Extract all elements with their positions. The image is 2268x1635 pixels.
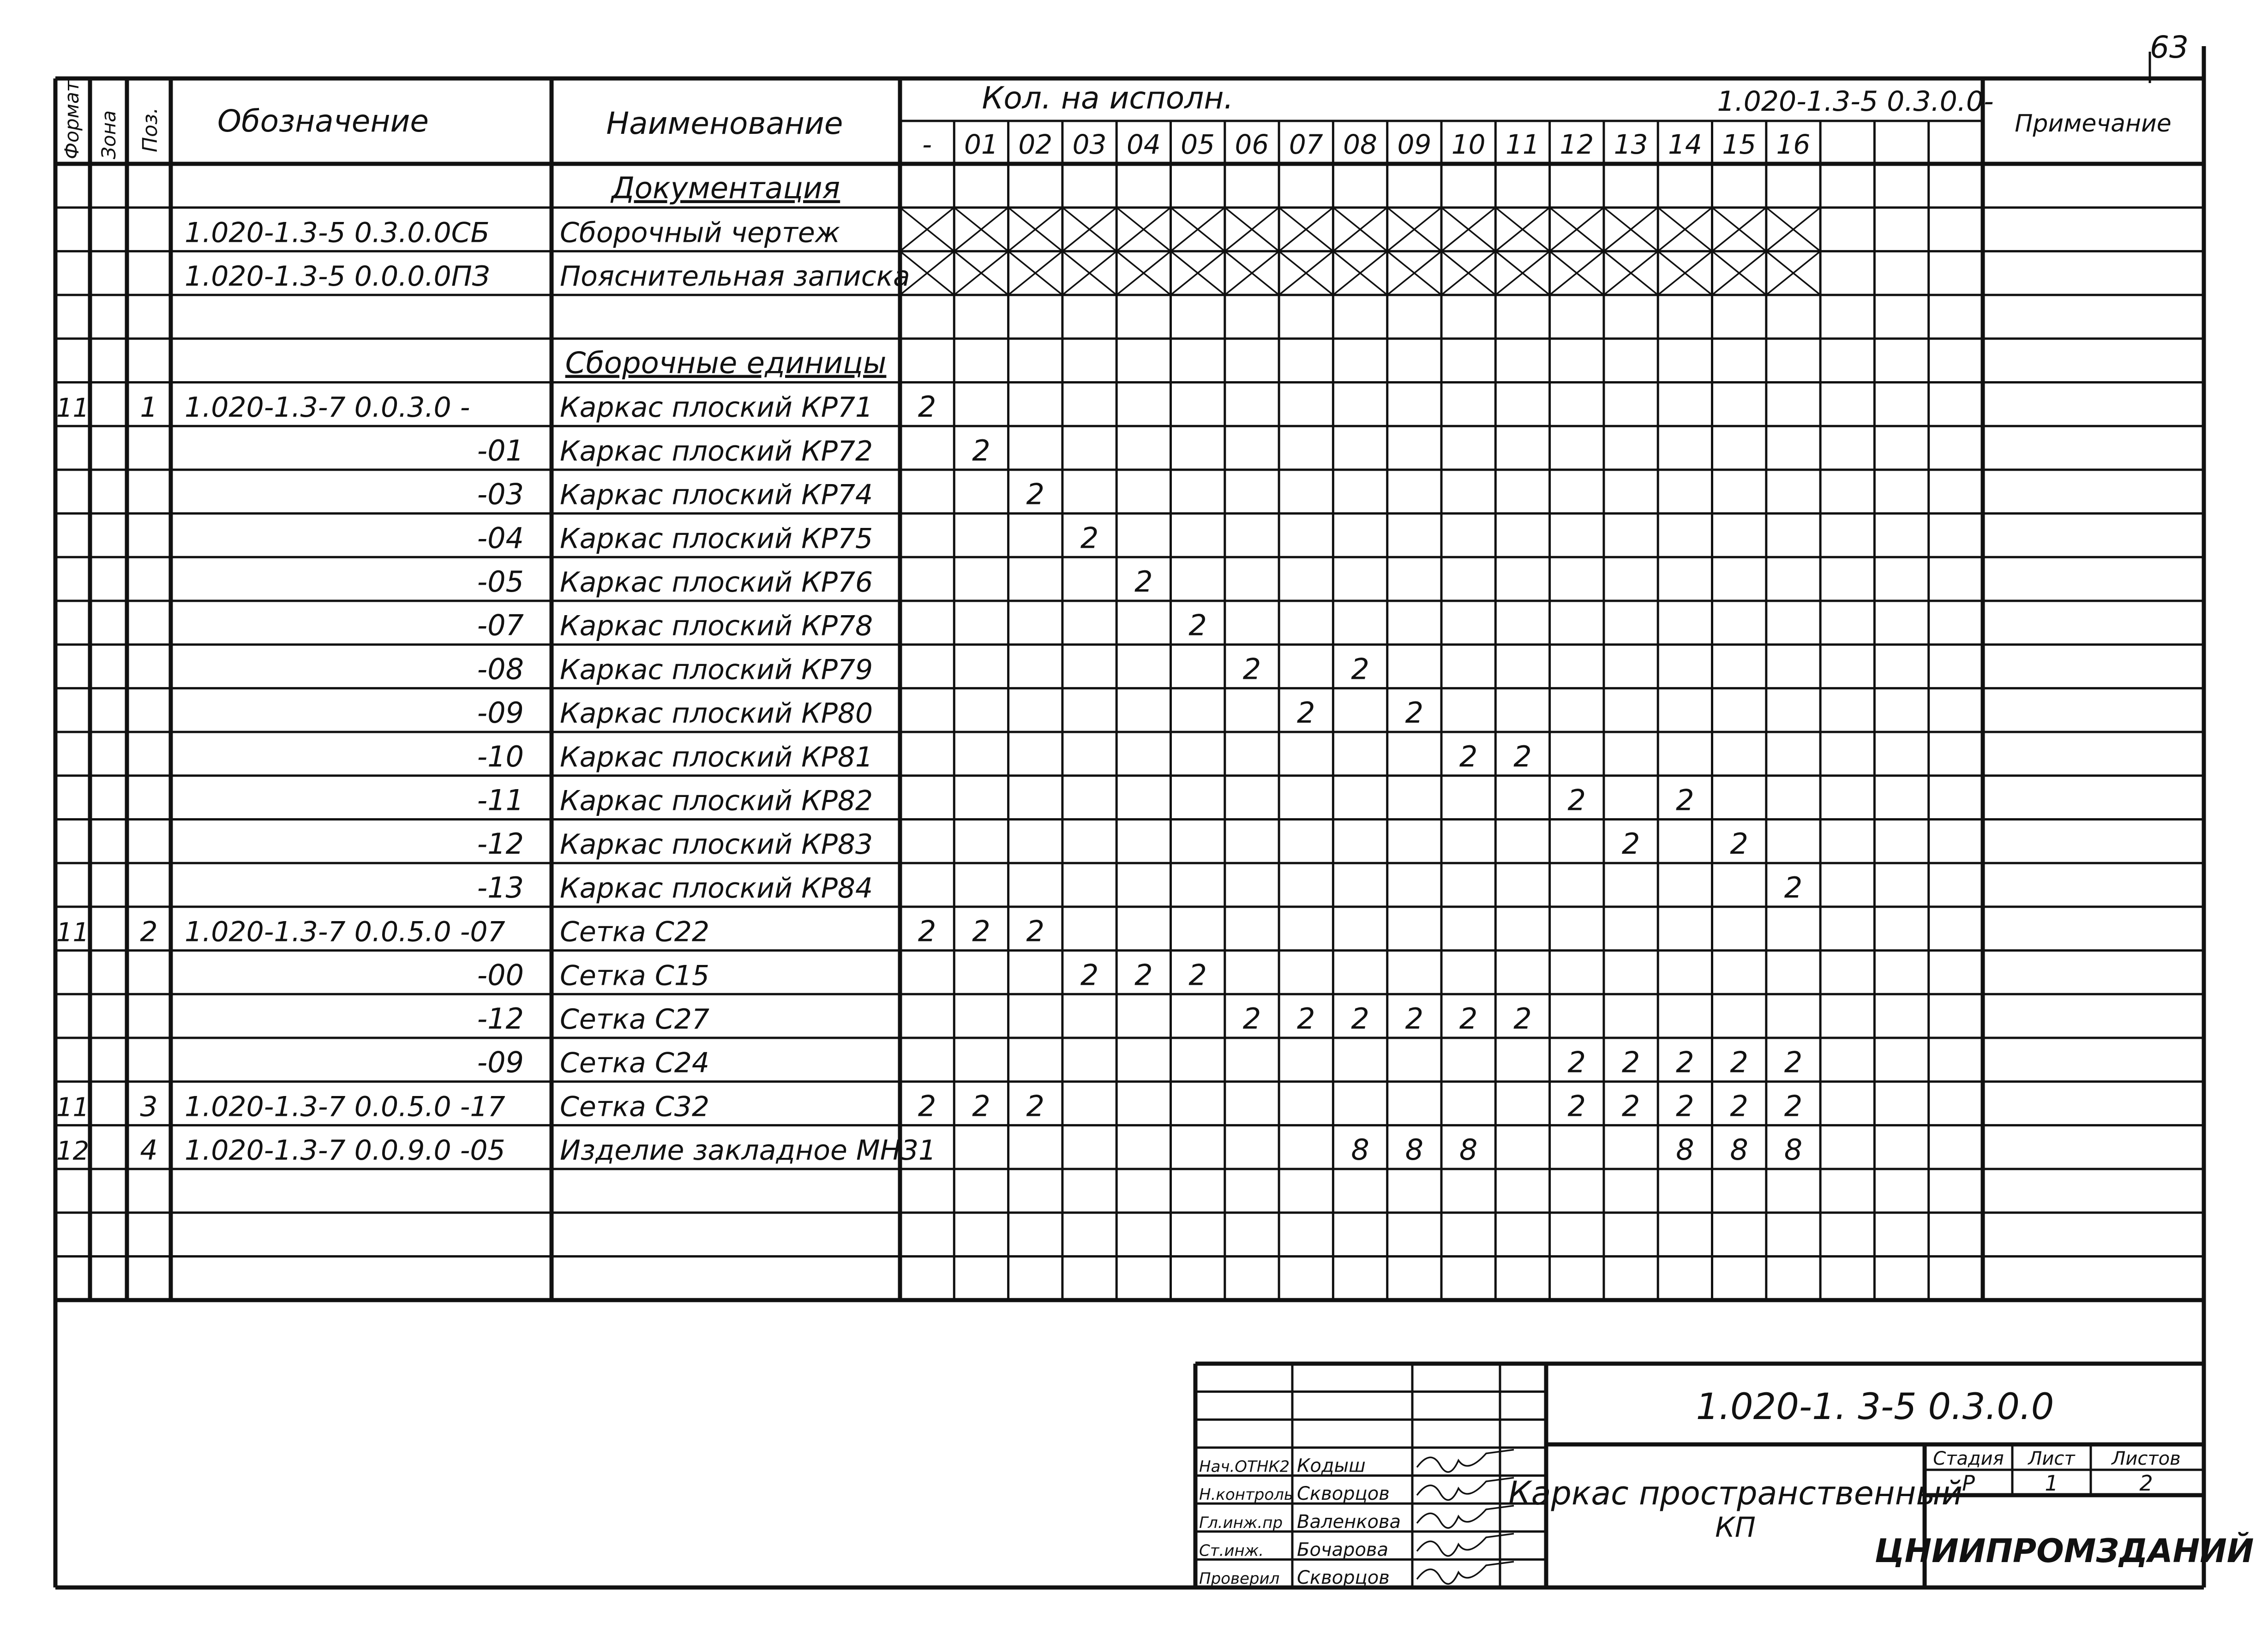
qty-value: 8 — [1730, 1133, 1748, 1167]
designation-cell: -01 — [477, 433, 524, 467]
sheets-label: Листов — [2112, 1448, 2181, 1469]
header-doc-code: 1.020-1.3-5 0.3.0.0- — [1717, 85, 1994, 118]
variant-header-0: - — [922, 129, 932, 160]
qty-value: 2 — [1242, 652, 1261, 686]
name-cell: Каркас плоский КР84 — [560, 872, 873, 904]
designation-cell: -13 — [477, 870, 524, 904]
qty-value: 2 — [1459, 1002, 1478, 1036]
name-cell: Каркас плоский КР78 — [560, 610, 873, 642]
designation-cell: -09 — [477, 696, 524, 730]
variant-header-15: 15 — [1722, 129, 1757, 160]
qty-value: 2 — [1188, 608, 1207, 642]
variant-header-13: 13 — [1614, 129, 1648, 160]
designation-cell: 1.020-1.3-5 0.0.0.0ПЗ — [185, 260, 490, 293]
variant-header-9: 09 — [1397, 129, 1432, 160]
signature-role: Ст.инж. — [1199, 1541, 1264, 1560]
designation-cell: 1.020-1.3-7 0.0.5.0 -07 — [185, 916, 505, 948]
name-cell: Сетка С32 — [560, 1090, 710, 1123]
designation-cell: -07 — [477, 608, 524, 642]
qty-value: 2 — [1026, 914, 1044, 948]
qty-value: 2 — [1567, 783, 1586, 817]
variant-header-3: 03 — [1072, 129, 1107, 160]
designation-cell: 1.020-1.3-7 0.0.9.0 -05 — [185, 1134, 505, 1167]
qty-value: 2 — [1621, 1089, 1640, 1123]
doc-title: Каркас пространственный — [1508, 1474, 1963, 1512]
pos-cell: 1 — [140, 391, 158, 424]
qty-value: 2 — [1242, 1002, 1261, 1036]
qty-value: 2 — [1621, 1045, 1640, 1079]
sheets-value: 2 — [2139, 1471, 2153, 1496]
designation-cell: 1.020-1.3-7 0.0.3.0 - — [185, 391, 470, 424]
qty-value: 2 — [1513, 1002, 1532, 1036]
variant-header-10: 10 — [1451, 129, 1486, 160]
stage-value: Р — [1962, 1471, 1975, 1496]
signature-name: Кодыш — [1297, 1455, 1366, 1477]
name-cell: Каркас плоский КР76 — [560, 566, 873, 599]
designation-cell: 1.020-1.3-5 0.3.0.0СБ — [185, 216, 490, 249]
designation-cell: -00 — [477, 958, 524, 992]
name-cell: Каркас плоский КР71 — [560, 391, 873, 424]
name-cell: Каркас плоский КР83 — [560, 828, 873, 861]
qty-value: 2 — [1080, 521, 1099, 555]
qty-value: 2 — [1676, 783, 1694, 817]
signature-role: Н.контроль — [1199, 1485, 1293, 1504]
qty-value: 2 — [1080, 958, 1099, 992]
qty-value: 2 — [1297, 696, 1315, 730]
format-cell: 11 — [56, 393, 90, 424]
variant-header-14: 14 — [1668, 129, 1702, 160]
qty-value: 2 — [1621, 827, 1640, 861]
sheet-label: Лист — [2028, 1448, 2075, 1469]
signature-role: Проверил — [1199, 1569, 1280, 1588]
designation-cell: -09 — [477, 1045, 524, 1079]
designation-cell: 1.020-1.3-7 0.0.5.0 -17 — [185, 1090, 505, 1123]
name-cell: Пояснительная записка — [560, 260, 910, 293]
qty-value: 2 — [1405, 1002, 1424, 1036]
qty-value: 2 — [1784, 1045, 1803, 1079]
doc-number: 1.020-1. 3-5 0.3.0.0 — [1696, 1386, 2054, 1428]
qty-value: 2 — [1513, 739, 1532, 773]
qty-value: 2 — [1567, 1045, 1586, 1079]
variant-header-5: 05 — [1181, 129, 1215, 160]
section-heading: Сборочные единицы — [565, 346, 887, 381]
header-qty: Кол. на исполн. — [982, 80, 1234, 116]
qty-value: 2 — [1676, 1089, 1694, 1123]
signature-name: Валенкова — [1297, 1511, 1401, 1533]
name-cell: Сборочный чертеж — [560, 216, 840, 249]
header-designation: Обозначение — [217, 103, 429, 139]
qty-value: 8 — [1351, 1133, 1369, 1167]
designation-cell: -11 — [477, 783, 524, 817]
name-cell: Каркас плоский КР81 — [560, 741, 873, 773]
qty-value: 2 — [972, 1089, 990, 1123]
section-heading: Документация — [611, 171, 840, 206]
variant-header-16: 16 — [1776, 129, 1811, 160]
header-pos: Поз. — [138, 107, 162, 152]
name-cell: Сетка С27 — [560, 1003, 710, 1036]
qty-value: 2 — [972, 433, 990, 467]
name-cell: Каркас плоский КР80 — [560, 697, 873, 730]
qty-value: 2 — [1351, 652, 1369, 686]
qty-value: 2 — [1784, 1089, 1803, 1123]
designation-cell: -08 — [477, 652, 524, 686]
variant-header-7: 07 — [1289, 129, 1323, 160]
header-note: Примечание — [2015, 110, 2172, 138]
format-cell: 12 — [56, 1136, 90, 1167]
pos-cell: 3 — [140, 1090, 158, 1123]
pos-cell: 4 — [140, 1134, 158, 1167]
header-name: Наименование — [606, 106, 843, 141]
qty-value: 2 — [1297, 1002, 1315, 1036]
stage-label: Стадия — [1933, 1448, 2004, 1469]
format-cell: 11 — [56, 917, 90, 948]
variant-header-1: 01 — [964, 129, 998, 160]
header-zone: Зона — [97, 110, 120, 159]
qty-value: 2 — [1026, 1089, 1044, 1123]
table-text — [56, 30, 2189, 1167]
designation-cell: -10 — [477, 739, 524, 773]
page-number: 63 — [2150, 30, 2189, 65]
pos-cell: 2 — [140, 916, 158, 948]
name-cell: Сетка С15 — [560, 959, 710, 992]
qty-value: 2 — [918, 914, 936, 948]
qty-value: 2 — [1730, 827, 1748, 861]
qty-value: 2 — [1405, 696, 1424, 730]
designation-cell: -12 — [477, 1002, 524, 1036]
designation-cell: -05 — [477, 565, 524, 599]
qty-value: 8 — [1676, 1133, 1694, 1167]
signature-role: Гл.инж.пр — [1199, 1513, 1283, 1532]
qty-value: 2 — [1134, 565, 1153, 599]
format-cell: 11 — [56, 1092, 90, 1123]
name-cell: Каркас плоский КР72 — [560, 435, 873, 467]
signature-name: Бочарова — [1297, 1539, 1389, 1561]
qty-value: 2 — [1351, 1002, 1369, 1036]
qty-value: 8 — [1405, 1133, 1424, 1167]
qty-value: 2 — [972, 914, 990, 948]
name-cell: Каркас плоский КР79 — [560, 653, 873, 686]
signature-name: Скворцов — [1297, 1567, 1390, 1588]
qty-value: 2 — [1730, 1089, 1748, 1123]
qty-value: 8 — [1784, 1133, 1803, 1167]
designation-cell: -03 — [477, 477, 524, 511]
name-cell: Каркас плоский КР75 — [560, 522, 873, 555]
name-cell: Каркас плоский КР82 — [560, 785, 873, 817]
qty-value: 2 — [918, 1089, 936, 1123]
organization-name: ЦНИИПРОМЗДАНИЙ — [1874, 1532, 2254, 1570]
qty-value: 2 — [1676, 1045, 1694, 1079]
qty-value: 2 — [1459, 739, 1478, 773]
name-cell: Сетка С22 — [560, 916, 710, 948]
header-format: Формат — [60, 80, 83, 159]
qty-value: 2 — [1134, 958, 1153, 992]
qty-value: 2 — [1026, 477, 1044, 511]
qty-value: 2 — [1784, 870, 1803, 904]
doc-title-code: КП — [1715, 1511, 1756, 1544]
designation-cell: -12 — [477, 827, 524, 861]
qty-value: 8 — [1459, 1133, 1478, 1167]
title-block — [1195, 1364, 2254, 1588]
designation-cell: -04 — [477, 521, 524, 555]
name-cell: Каркас плоский КР74 — [560, 479, 873, 511]
qty-value: 2 — [1567, 1089, 1586, 1123]
variant-header-11: 11 — [1506, 129, 1540, 160]
qty-value: 2 — [918, 390, 936, 424]
qty-value: 2 — [1188, 958, 1207, 992]
variant-header-8: 08 — [1343, 129, 1377, 160]
qty-value: 2 — [1730, 1045, 1748, 1079]
variant-header-4: 04 — [1126, 129, 1161, 160]
name-cell: Изделие закладное МН31 — [560, 1134, 936, 1167]
signature-name: Скворцов — [1297, 1483, 1390, 1505]
signature-role: Нач.ОТНК2 — [1199, 1457, 1290, 1476]
variant-header-6: 06 — [1235, 129, 1269, 160]
sheet-value: 1 — [2045, 1471, 2058, 1496]
name-cell: Сетка С24 — [560, 1047, 710, 1079]
variant-header-2: 02 — [1018, 129, 1053, 160]
variant-header-12: 12 — [1560, 129, 1594, 160]
